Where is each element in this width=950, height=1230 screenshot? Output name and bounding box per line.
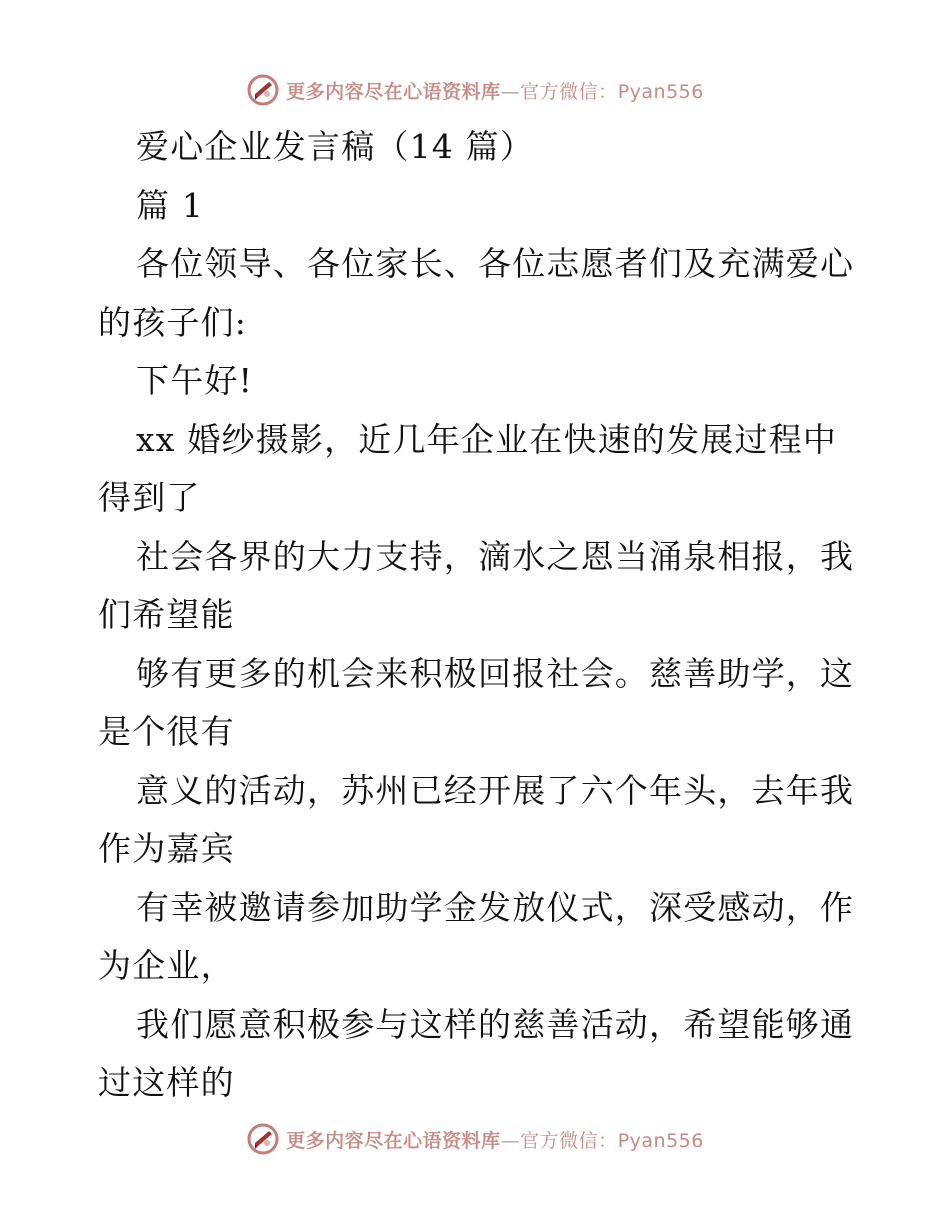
- document-text-line: 我们愿意积极参与这样的慈善活动，希望能够通: [136, 1004, 855, 1044]
- document-text-line: 各位领导、各位家长、各位志愿者们及充满爱心: [136, 244, 855, 283]
- header-banner: [0, 70, 950, 110]
- document-text-line: 作为嘉宾: [98, 829, 235, 868]
- document-text-line: 够有更多的机会来积极回报社会。慈善助学，这: [136, 653, 855, 693]
- document-text-line: 下午好!: [136, 361, 254, 400]
- footer-banner: [0, 1119, 950, 1159]
- header-banner-text: [286, 77, 704, 104]
- document-text-line: 社会各界的大力支持，滴水之恩当涌泉相报，我: [136, 536, 855, 576]
- header-banner-separator: —: [500, 80, 521, 103]
- header-banner-inner: [246, 73, 704, 107]
- footer-banner-separator: —: [500, 1129, 521, 1152]
- document-text-line: 过这样的: [98, 1063, 235, 1102]
- document-text-line: 为企业，: [98, 946, 235, 985]
- document-text-line: 得到了: [98, 478, 201, 517]
- document-text-line: 的孩子们:: [98, 302, 248, 342]
- brand-logo-icon: [246, 1122, 280, 1156]
- footer-banner-wechat-id: Pyan556: [617, 1129, 704, 1152]
- header-banner-slogan: 更多内容尽在心语资料库: [286, 80, 501, 103]
- document-text-line: 有幸被邀请参加助学金发放仪式，深受感动，作: [136, 887, 855, 927]
- footer-banner-text: [286, 1126, 704, 1153]
- document-text-line: xx 婚纱摄影，近几年企业在快速的发展过程中: [136, 419, 838, 459]
- header-banner-wechat-id: Pyan556: [617, 80, 704, 103]
- brand-logo-icon: [246, 73, 280, 107]
- document-text-line: 是个很有: [98, 712, 235, 751]
- header-banner-wechat-label: 官方微信：: [520, 80, 618, 103]
- footer-banner-wechat-label: 官方微信：: [520, 1129, 618, 1152]
- document-text-line: 们希望能: [98, 595, 235, 634]
- document-body: [98, 118, 858, 1113]
- footer-banner-inner: [246, 1122, 704, 1156]
- document-text-line: 篇 1: [136, 185, 205, 225]
- document-text-line: 意义的活动，苏州已经开展了六个年头，去年我: [136, 770, 855, 810]
- document-title: 爱心企业发言稿（14 篇）: [136, 127, 535, 166]
- footer-banner-slogan: 更多内容尽在心语资料库: [286, 1129, 501, 1152]
